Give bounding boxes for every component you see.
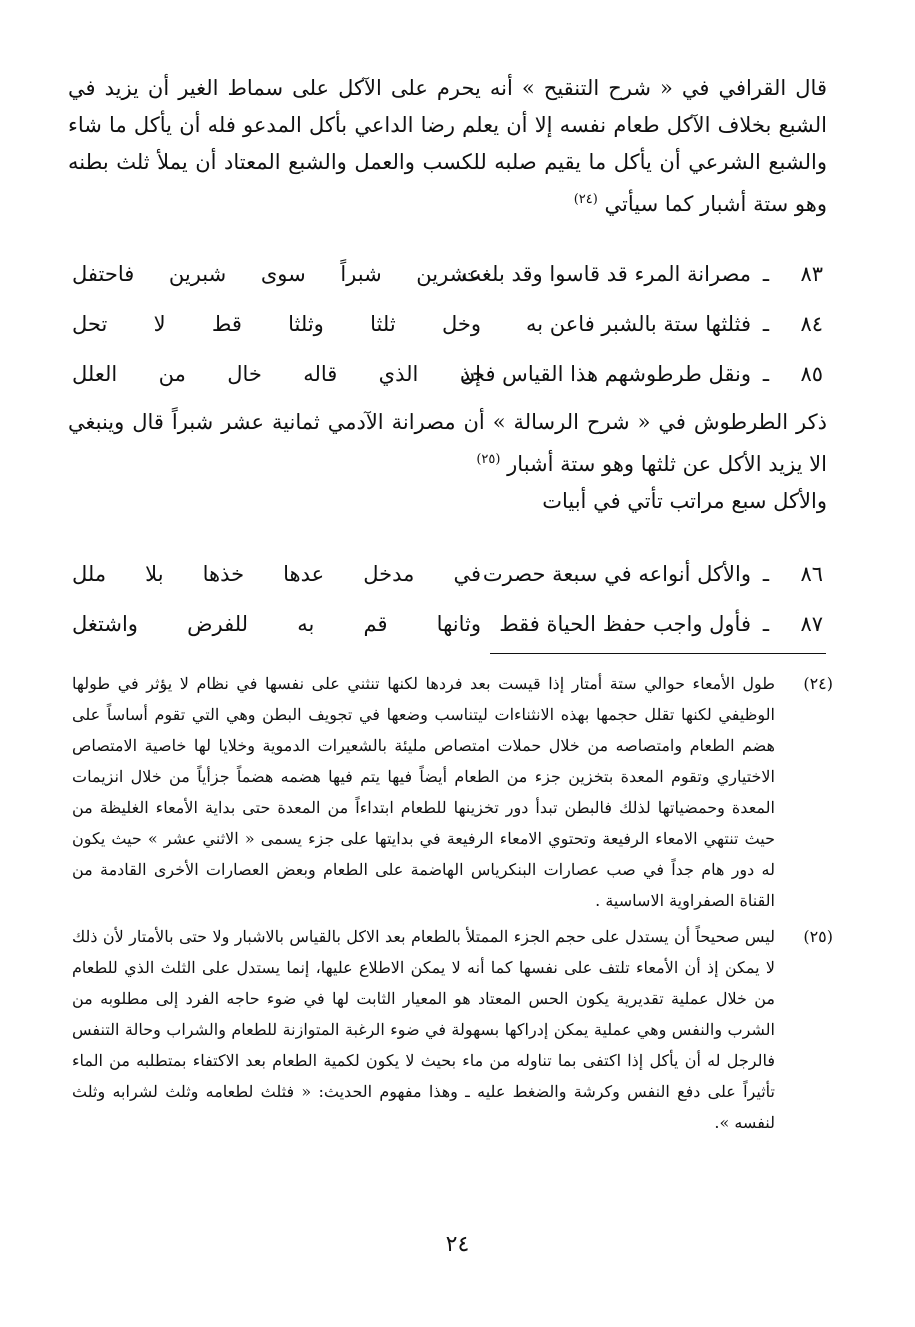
footnotes [72,668,833,1143]
verse-number: ٨٥ [800,362,823,386]
middle-text: ذكر الطرطوش في « شرح الرسالة » أن مصرانة الآدمي ثمانية عشر شبراً قال وينبغي الا يزيد الأكل عن ثلثها وهو ستة أشبار [68,410,827,476]
verse-first-hemistich: فأول واجب حفظ الحياة فقط [499,612,751,636]
verse-second-hemistich: عشرين شبراً سوى شبرين فاحتفل [72,262,481,286]
verses-group-2 [72,562,823,656]
page-number: ٢٤ [445,1232,470,1257]
footnote-ref-24: (٢٤) [573,192,598,207]
verse-83 [72,262,823,312]
intro-text: قال القرافي في « شرح التنقيح » أنه يحرم على الآكل على سماط الغير أن يزيد في الشبع بخلاف الآكل طعام نفسه إلا أن يعلم رضا الداعي بأكل المدعو فله أن يأكل ما شاء والشبع الشرعي أن يأكل ما يقيم صلبه للكسب والعمل والشبع المعتاد أن يملأ ثلث بطنه وهو ستة أشبار كما سيأتي [68,76,827,216]
footnote-divider [490,653,826,654]
verse-second-hemistich: وخل ثلثا وثلثا قط لا تحل [72,312,481,336]
verse-first-hemistich: مصرانة المرء قد قاسوا وقد بلغت [461,262,751,286]
middle-line-2: والأكل سبع مراتب تأتي في أبيات [542,489,827,513]
verse-second-hemistich: في مدخل عدها خذها بلا ملل [72,562,481,586]
footnote-number: (٢٤) [803,674,833,693]
verse-84 [72,312,823,362]
footnote-number: (٢٥) [803,927,833,946]
verse-86 [72,562,823,612]
verse-second-hemistich: وثانها قم به للفرض واشتغل [72,612,481,636]
verse-dash: ـ [762,312,770,336]
verse-87 [72,612,823,656]
verse-dash: ـ [762,562,770,586]
footnote-text: طول الأمعاء حوالي ستة أمتار إذا قيست بعد فردها لكنها تنثني على نفسها في نظام لا يؤثر في طولها الوظيفي لكنها تقلل حجمها بهذه الانثناءات ليتناسب وضعها في تجويف البطن وهي التي تقوم أساساً على هضم الطعام وامتصاصه من خلال حملات امتصاص مليئة بالشعيرات الدموية وخلايا لها خاصية الامتصاص الاختياري وتقوم المعدة بتخزين جزء من الطعام أيضاً فيها يتم فيها هضمه هضماً جزأياً من خلال انزيمات المعدة وحمضياتها لذلك فالبطن تبدأ دور تخزينها للطعام ابتداءاً من المعدة حتى بداية الأمعاء الغليظة من حيث تنتهي الامعاء الرفيعة وتحتوي الامعاء الرفيعة في بدايتها على جزء يسمى « الاثني عشر » حيث يكون له دور هام جداً في صب عصارات البنكرياس الهاضمة على الطعام وبعض العصارات الأخرى القادمة من القناة الصفراوية الاساسية . [72,674,775,910]
middle-paragraph [68,404,827,520]
verse-second-hemistich: إن الذي قاله خال من العلل [72,362,481,386]
verse-number: ٨٤ [800,312,823,336]
footnote-25 [72,921,833,1138]
verse-first-hemistich: ونقل طرطوشهم هذا القياس فخذ [460,362,751,386]
footnote-text: ليس صحيحاً أن يستدل على حجم الجزء الممتلأ بالطعام بعد الاكل بالقياس بالاشبار ولا حتى بالأمتار لأن ذلك لا يمكن إذ أن الأمعاء تلتف على نفسها كما أنه لا يمكن الاطلاع عليها، إنما يستدل على الثلث الذي للطعام من خلال عملية تقديرية يكون الحس المعتاد هو المعيار الثابت لها في ضوء حاجه الفرد إلى مطلوبه من الشرب والنفس وهي عملية يمكن إدراكها بسهولة في ضوء الرغبة المتوازنة للطعام والشراب وحالة التنفس فالرجل له أن يأكل إذا اكتفى بما تناوله من ماء بحيث لا يكون لكمية الطعام بعد الاكتفاء بمتطلبه من الماء تأثيراً على دفع النفس وكرشة والضغط عليه ـ وهذا مفهوم الحديث: « فثلث لطعامه وثلث لشرابه وثلث لنفسه ». [72,927,775,1132]
verse-dash: ـ [762,362,770,386]
verse-number: ٨٧ [800,612,823,636]
verse-first-hemistich: فثلثها ستة بالشبر فاعن به [526,312,751,336]
verse-first-hemistich: والأكل أنواعه في سبعة حصرت [482,562,751,586]
verse-dash: ـ [762,612,770,636]
footnote-24 [72,668,833,916]
footnote-ref-25: (٢٥) [476,452,501,467]
intro-paragraph [68,70,827,223]
verse-dash: ـ [762,262,770,286]
verse-number: ٨٣ [800,262,823,286]
verse-number: ٨٦ [800,562,823,586]
verses-group-1 [72,262,823,412]
